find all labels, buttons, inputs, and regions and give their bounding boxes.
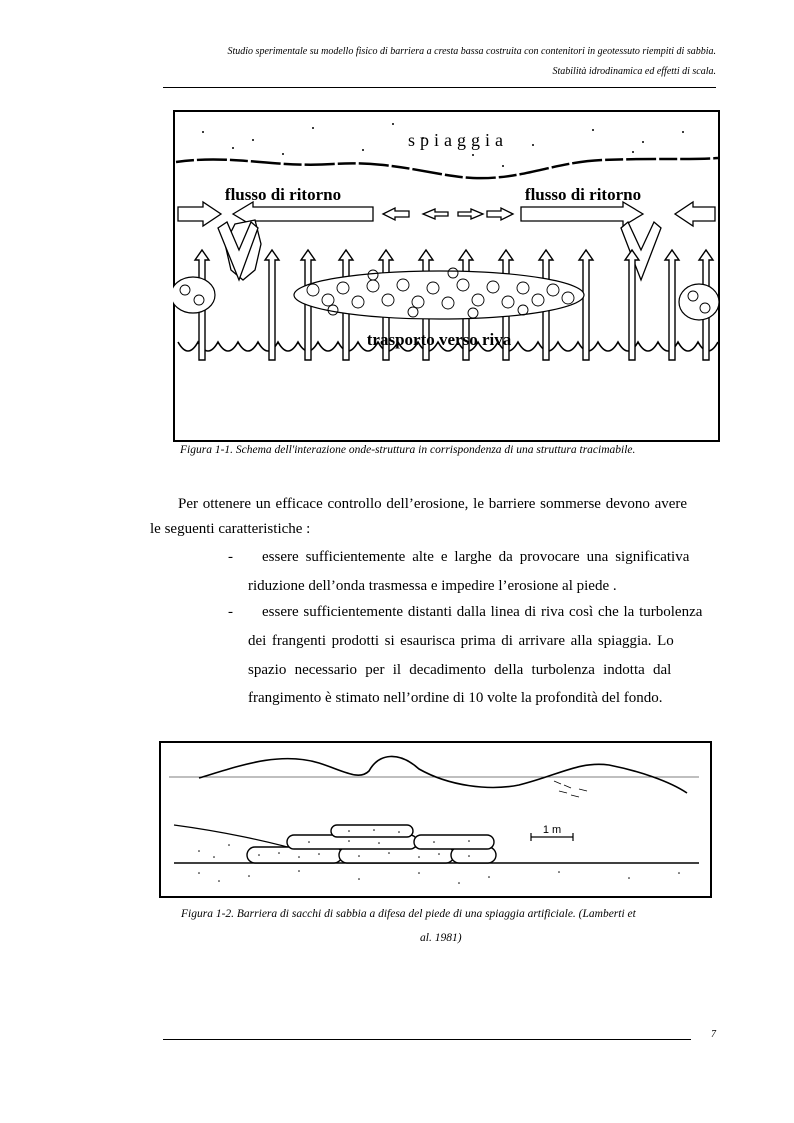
onshore-transport-label: trasporto verso riva xyxy=(366,330,512,349)
bullet-marker-2: - xyxy=(228,604,233,620)
footer-rule xyxy=(163,1039,691,1040)
return-flow-label-right: flusso di ritorno xyxy=(524,185,642,204)
beach-label: spiaggia xyxy=(408,130,508,150)
bullet-marker-1: - xyxy=(228,549,233,565)
bullet-2-line-4: frangimento è stimato nell’ordine di 10 volte la profondità del fondo. xyxy=(248,690,663,706)
bullet-1-line-1: essere sufficientemente alte e larghe da provocare una significativa xyxy=(262,549,690,565)
bullet-1-line-2: riduzione dell’onda trasmessa e impedire l’erosione al piede . xyxy=(248,578,617,594)
paragraph-line-1: Per ottenere un efficace controllo dell’erosione, le barriere sommerse devono avere xyxy=(178,496,688,512)
figure-1-diagram xyxy=(173,110,720,442)
figure-2-caption-line-1: Figura 1-2. Barriera di sacchi di sabbia a difesa del piede di una spiaggia artificiale. (Lamberti et xyxy=(181,908,636,920)
running-header-title: Studio sperimentale su modello fisico di barriera a cresta bassa costruita con contenitori in geotessuto riempiti di sabbia. xyxy=(227,46,716,57)
running-header-subtitle: Stabilità idrodinamica ed effetti di scala. xyxy=(552,66,716,77)
figure-2-diagram xyxy=(159,741,712,898)
paragraph-line-2: le seguenti caratteristiche : xyxy=(150,521,311,537)
header-rule xyxy=(163,87,716,88)
bullet-2-line-3: spazio necessario per il decadimento della turbolenza indotta dal xyxy=(248,662,672,678)
figure-1-caption: Figura 1-1. Schema dell'interazione onde-struttura in corrispondenza di una struttura tracimabile. xyxy=(180,444,636,456)
page-number: 7 xyxy=(711,1029,716,1040)
return-flow-label-left: flusso di ritorno xyxy=(224,185,342,204)
bullet-2-line-2: dei frangenti prodotti si esaurisca prima di arrivare alla spiaggia. Lo xyxy=(248,633,674,649)
figure-2-caption-line-2: al. 1981) xyxy=(420,932,462,944)
sand-bag-middle-2 xyxy=(414,835,494,849)
sand-bag-top xyxy=(331,825,413,837)
bullet-2-line-1: essere sufficientemente distanti dalla linea di riva così che la turbolenza xyxy=(262,604,703,620)
scale-bar-label: 1 m xyxy=(542,824,562,836)
